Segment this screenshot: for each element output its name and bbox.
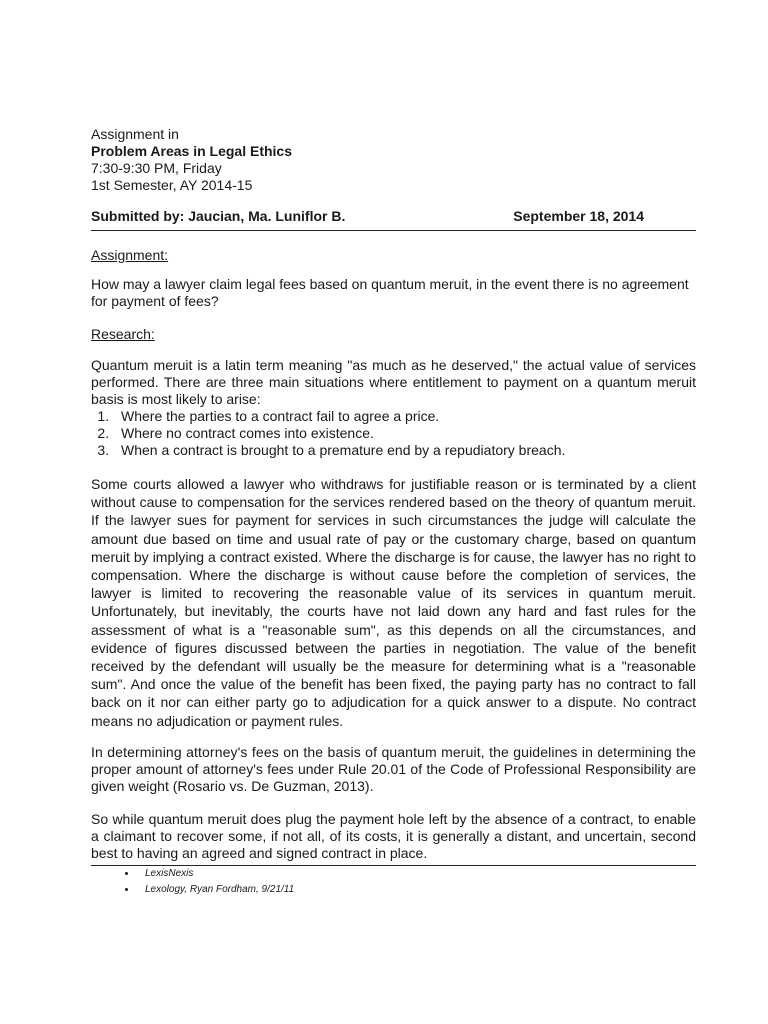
- list-item: 1. Where the parties to a contract fail to agree a price.: [113, 408, 696, 425]
- assignment-heading: Assignment:: [91, 247, 169, 263]
- research-paragraph-4: So while quantum meruit does plug the payment hole left by the absence of a contract, to enable a claimant to recover some, if not all, of its costs, it is generally a distant, and uncertain, second best to having an agreed and signed contract in place.: [91, 810, 696, 861]
- submission-line: [91, 208, 696, 225]
- class-schedule: 7:30-9:30 PM, Friday: [91, 160, 222, 176]
- submitted-by: Submitted by: Jaucian, Ma. Luniflor B.: [91, 208, 346, 224]
- paragraph-3-rest: proper amount of attorney's fees under Rule 20.01 of the Code of Professional Responsibility are given weight (Rosario vs. De Guzman, 2013).: [91, 760, 696, 794]
- situations-list: [91, 408, 696, 459]
- research-paragraph-3: [91, 744, 696, 795]
- reference-item: • Lexology, Ryan Fordham, 9/21/11: [137, 882, 696, 898]
- header-divider: [91, 230, 696, 231]
- research-paragraph-2: Some courts allowed a lawyer who withdraws for justifiable reason or is terminated by a client without cause to compensation for the services rendered based on the theory of quantum meruit. If the lawyer sues for payment for services in such circumstances the judge will calculate the amount due based on time and usual rate of pay or the customary charge, based on quantum meruit by implying a contract existed. Where the discharge is for cause, the lawyer has no right to compensation. Where the discharge is without cause before the completion of services, the lawyer is limited to recovering the reasonable value of its services in quantum meruit. Unfortunately, but inevitably, the courts have not laid down any hard and fast rules for the assessment of what is a "reasonable sum", as this depends on all the circumstances, and evidence of figures discussed between the parties in negotiation. The value of the benefit received by the defendant will usually be the measure for determining what is a "reasonable sum". And once the value of the benefit has been fixed, the paying party has no contract to fall back on it nor can either party go to adjudication for a quick answer to a dispute. No contract means no adjudication or payment rules.: [91, 476, 696, 729]
- research-intro: Quantum meruit is a latin term meaning "as much as he deserved," the actual value of services performed. There are three main situations where entitlement to payment on a quantum meruit basis is most likely to arise:: [91, 357, 696, 407]
- document-page: [91, 126, 696, 898]
- reference-item: • LexisNexis: [137, 866, 696, 882]
- references-list: [91, 866, 696, 898]
- semester-label: 1st Semester, AY 2014-15: [91, 177, 253, 193]
- assignment-question: How may a lawyer claim legal fees based on quantum meruit, in the event there is no agreement for payment of fees?: [91, 276, 689, 309]
- list-item: 3. When a contract is brought to a premature end by a repudiatory breach.: [113, 442, 696, 459]
- submission-date: September 18, 2014: [513, 208, 644, 224]
- list-item: 2. Where no contract comes into existence.: [113, 425, 696, 442]
- assignment-header: [91, 126, 696, 194]
- paragraph-3-lead: In determining attorney's fees on the basis of quantum meruit, the guidelines in determining the: [91, 743, 696, 760]
- header-line-assignment: Assignment in: [91, 126, 179, 142]
- course-title: Problem Areas in Legal Ethics: [91, 143, 292, 159]
- research-heading: Research:: [91, 326, 155, 342]
